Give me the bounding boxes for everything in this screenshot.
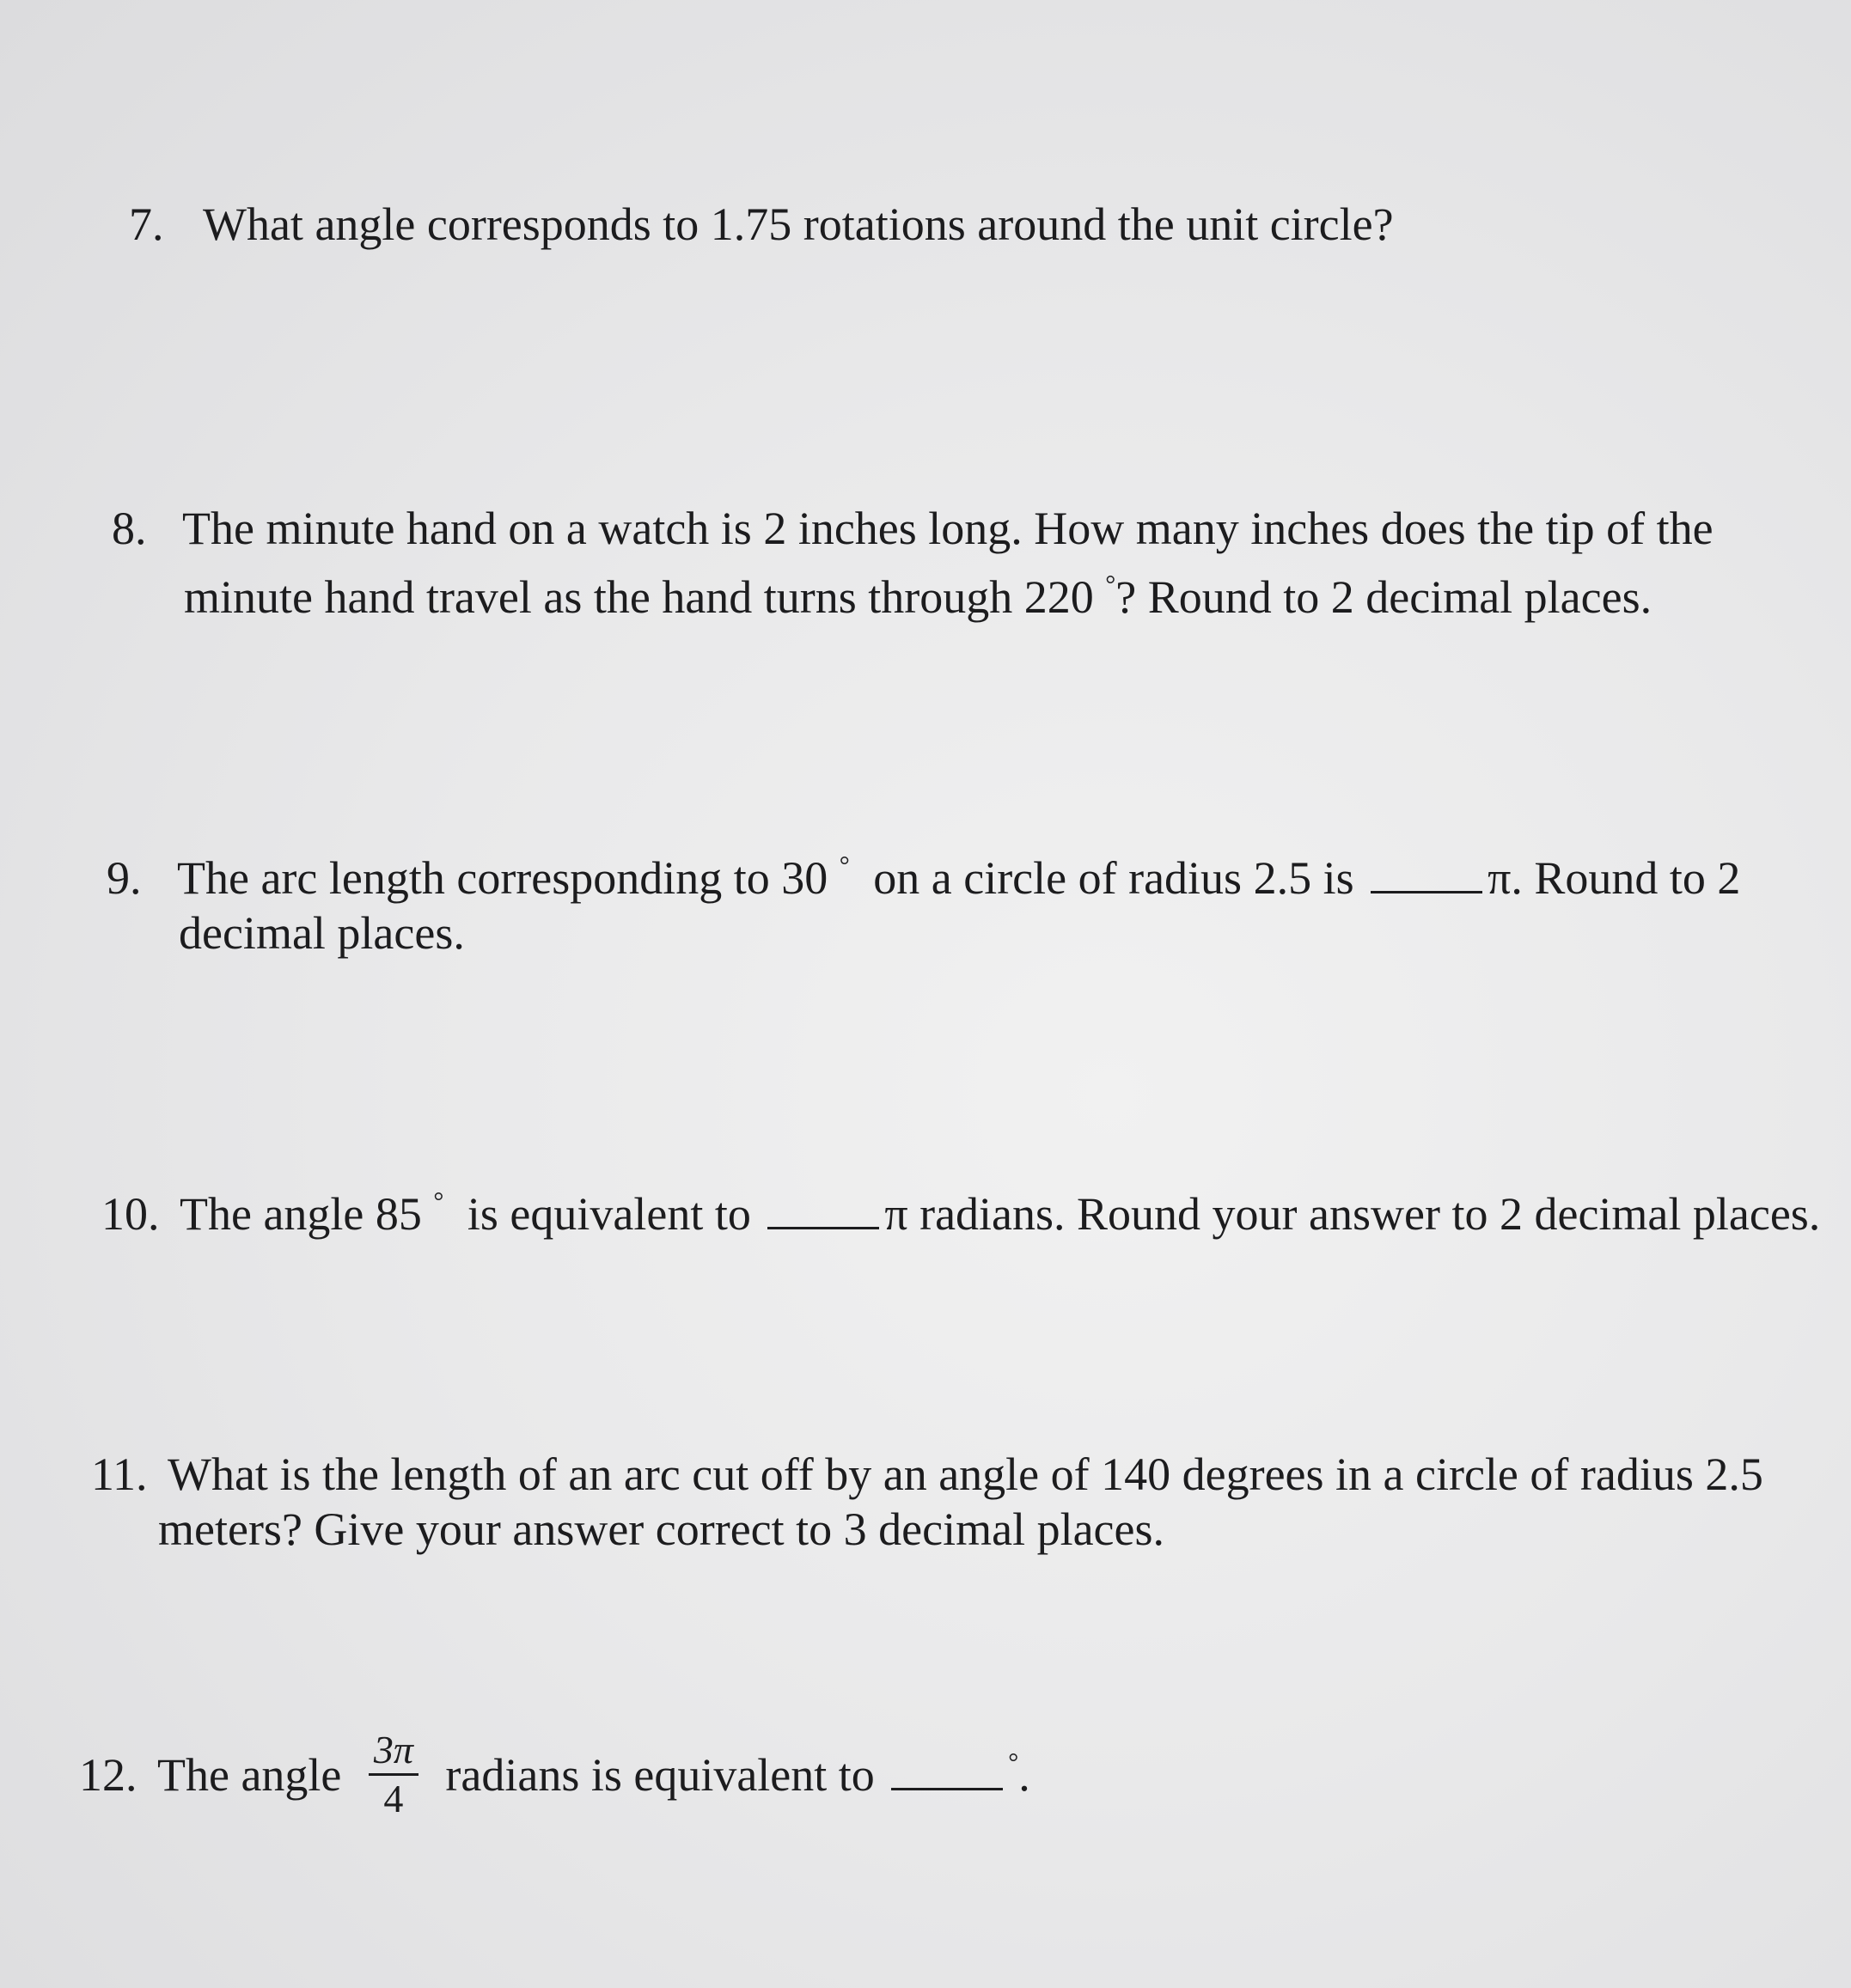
question-text-b: is equivalent to xyxy=(467,1188,751,1240)
question-text-line-1b: on a circle of radius 2.5 is xyxy=(873,852,1354,904)
degree-symbol: ° xyxy=(1105,570,1116,599)
question-12 xyxy=(79,1728,1030,1827)
question-text: What angle corresponds to 1.75 rotations around the unit circle? xyxy=(203,198,1394,250)
pi-radians-text: π radians. Round your answer to 2 decimal places. xyxy=(884,1188,1821,1240)
question-text-line-1: What is the length of an arc cut off by an angle of 140 degrees in a circle of radius 2.5 xyxy=(168,1448,1763,1500)
answer-blank[interactable] xyxy=(1371,881,1482,893)
question-number: 12. xyxy=(79,1748,137,1801)
fraction-denominator: 4 xyxy=(383,1777,404,1820)
question-number: 11. xyxy=(91,1448,148,1500)
question-text-line-1: The minute hand on a watch is 2 inches long. How many inches does the tip of the xyxy=(182,503,1714,554)
question-text-line-2: meters? Give your answer correct to 3 decimal places. xyxy=(158,1503,1164,1555)
question-text-b: radians is equivalent to xyxy=(445,1748,875,1801)
question-text-line-2a: minute hand travel as the hand turns through 220 xyxy=(184,571,1094,623)
question-text-line-1a: The arc length corresponding to 30 xyxy=(177,852,828,904)
fraction-numerator: 3π xyxy=(373,1728,413,1772)
degree-symbol: ° xyxy=(839,851,850,880)
question-text-a: The angle xyxy=(157,1748,342,1801)
question-7 xyxy=(129,194,1394,254)
answer-blank[interactable] xyxy=(767,1217,879,1229)
pi-round-text: π. Round to 2 xyxy=(1488,852,1741,904)
fraction-three-pi-over-four xyxy=(369,1727,418,1822)
question-8 xyxy=(112,498,1714,627)
question-9 xyxy=(107,842,1740,960)
question-number: 7. xyxy=(129,198,164,250)
question-text-line-2: decimal places. xyxy=(179,907,465,959)
question-10 xyxy=(101,1175,1820,1244)
question-text-a: The angle 85 xyxy=(180,1188,422,1240)
period: . xyxy=(1018,1748,1030,1801)
question-11 xyxy=(91,1447,1763,1557)
question-number: 8. xyxy=(112,503,147,554)
answer-blank[interactable] xyxy=(891,1778,1003,1790)
degree-symbol: ° xyxy=(1008,1747,1019,1777)
degree-symbol: ° xyxy=(433,1187,444,1216)
question-number: 9. xyxy=(107,852,142,904)
question-number: 10. xyxy=(101,1188,160,1240)
question-text-line-2b: ? Round to 2 decimal places. xyxy=(1115,571,1652,623)
